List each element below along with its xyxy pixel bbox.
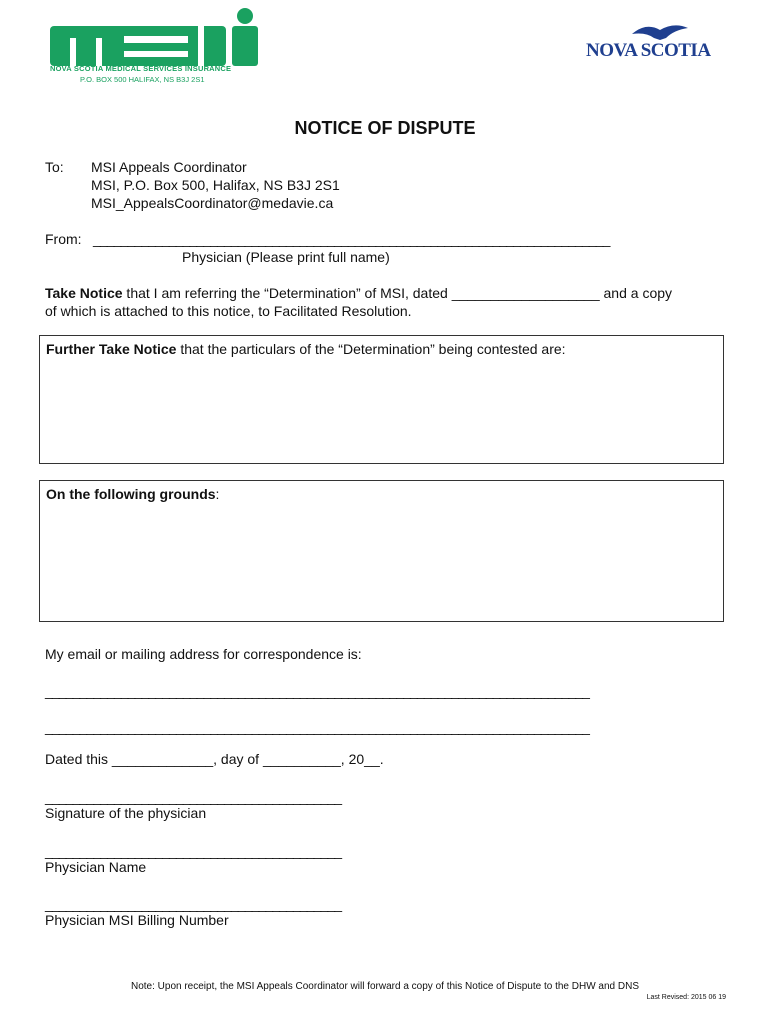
take-notice-text: that I am referring the “Determination” of MSI, dated ___________________ and a copy (122, 285, 673, 301)
to-line2: MSI, P.O. Box 500, Halifax, NS B3J 2S1 (91, 177, 340, 193)
from-caption: Physician (Please print full name) (182, 249, 390, 265)
to-line1: MSI Appeals Coordinator (91, 159, 247, 175)
billing-number-label: Physician MSI Billing Number (45, 912, 229, 928)
org-name: NOVA SCOTIA MEDICAL SERVICES INSURANCE (50, 64, 232, 73)
further-bold: Further Take Notice (46, 341, 177, 357)
to-label: To: (45, 159, 64, 175)
page-title: NOTICE OF DISPUTE (294, 118, 476, 138)
correspondence-line1[interactable]: _______________________________________________________________________________ (45, 683, 590, 699)
org-address: P.O. BOX 500 HALIFAX, NS B3J 2S1 (80, 75, 205, 84)
physician-name-line[interactable]: ___________________________________________ (45, 843, 342, 859)
to-line3: MSI_AppealsCoordinator@medavie.ca (91, 195, 334, 211)
signature-line[interactable]: ___________________________________________ (45, 789, 342, 805)
bird-icon (630, 20, 690, 42)
from-name-field[interactable]: ___________________________________________________________________________ (93, 231, 610, 247)
billing-number-line[interactable]: ___________________________________________ (45, 896, 342, 912)
grounds-bold: On the following grounds (46, 486, 216, 502)
take-notice-line1 (45, 284, 672, 302)
grounds-text: : (215, 486, 220, 502)
nova-scotia-logo (586, 20, 722, 64)
from-label: From: (45, 231, 82, 247)
dated-line[interactable]: Dated this _____________, day of __________, 20__. (45, 751, 384, 767)
correspondence-line2[interactable]: _______________________________________________________________________________ (45, 719, 590, 735)
particulars-box[interactable] (39, 335, 724, 464)
signature-label: Signature of the physician (45, 805, 207, 821)
msi-logo (48, 8, 268, 66)
correspondence-label: My email or mailing address for correspondence is: (45, 646, 362, 662)
further-text: that the particulars of the “Determination” being contested are: (176, 341, 566, 357)
take-notice-line2: of which is attached to this notice, to Facilitated Resolution. (45, 303, 412, 319)
last-revised: Last Revised: 2015 06 19 (646, 994, 726, 1001)
take-notice-bold: Take Notice (45, 285, 123, 301)
footer-note: Note: Upon receipt, the MSI Appeals Coordinator will forward a copy of this Notice of Dispute to the DHW and DNS (130, 981, 639, 992)
msi-logo-graphic (48, 8, 268, 66)
physician-name-label: Physician Name (45, 859, 147, 875)
grounds-box[interactable] (39, 480, 724, 622)
nova-scotia-wordmark: NOVA SCOTIA (586, 40, 711, 61)
